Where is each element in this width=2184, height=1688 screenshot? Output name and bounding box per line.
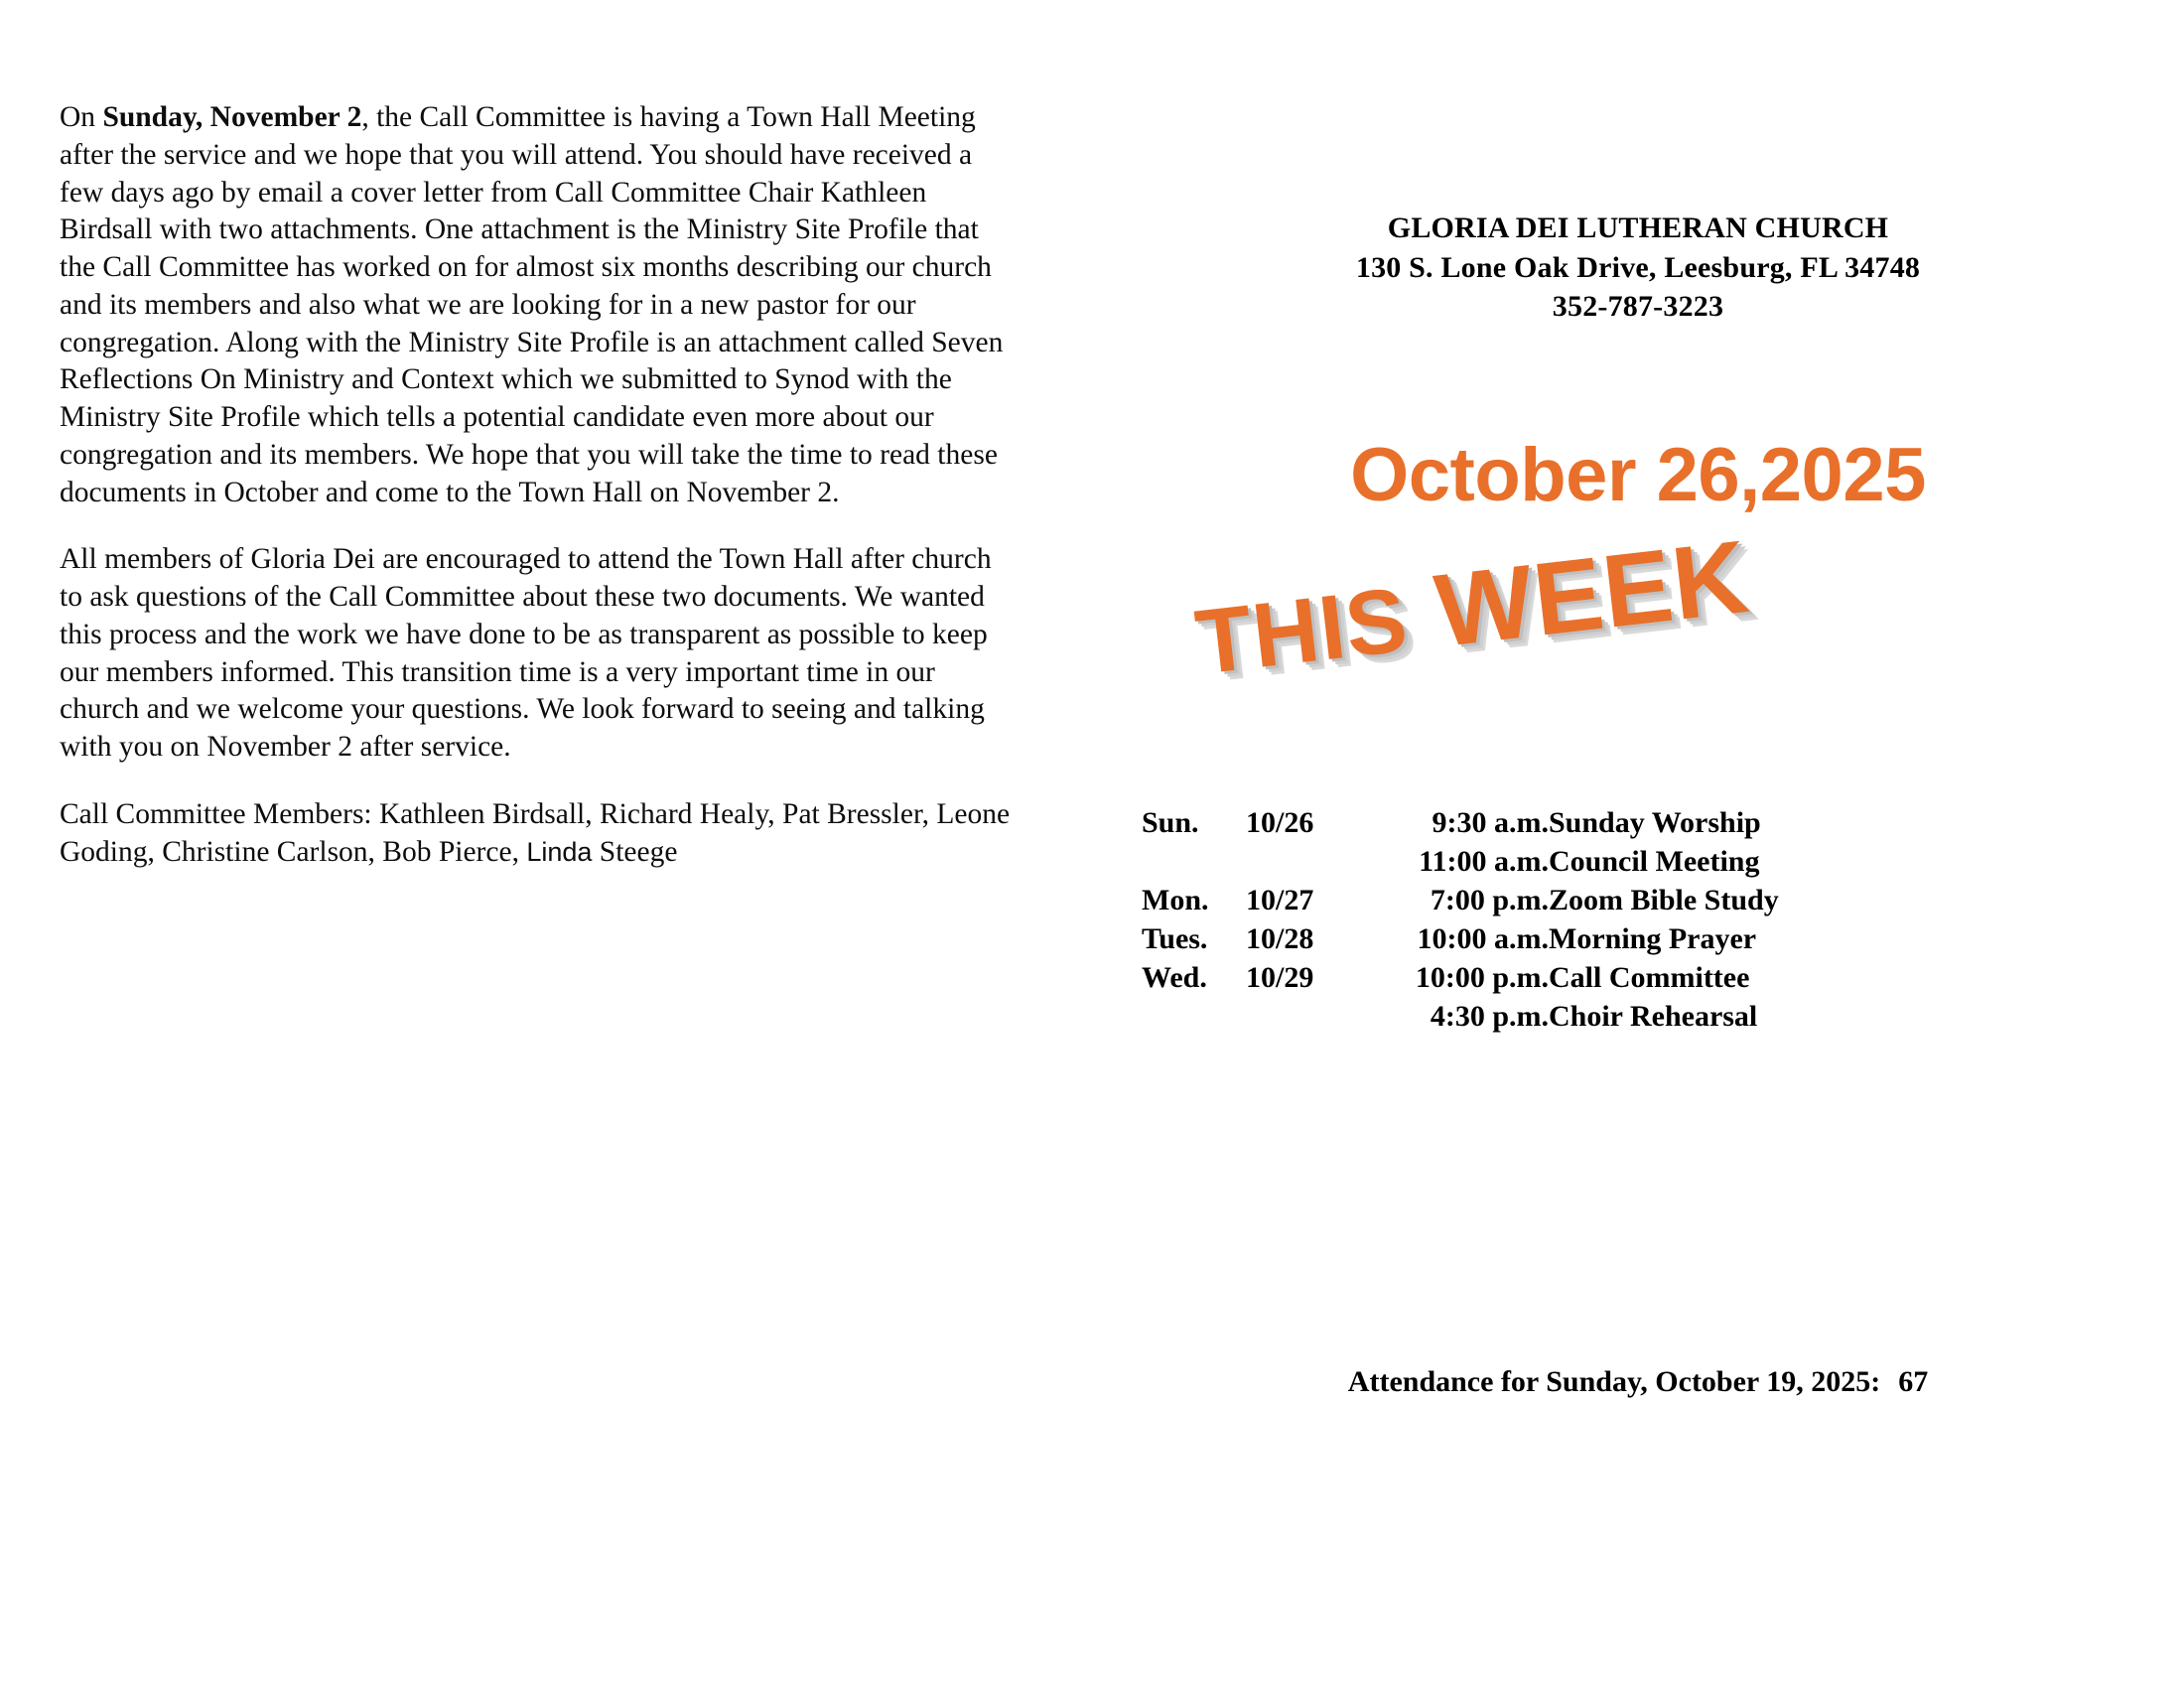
schedule-date bbox=[1246, 843, 1365, 882]
schedule-time: 11:00 a.m. bbox=[1419, 845, 1549, 878]
paragraph-call-committee-members bbox=[60, 796, 1013, 872]
schedule-event: Morning Prayer bbox=[1549, 922, 1757, 955]
wordart-word-this: THIS bbox=[1190, 569, 1414, 694]
church-header bbox=[1142, 209, 2134, 327]
issue-date: October 26,2025 bbox=[1350, 433, 1926, 517]
schedule-date: 10/27 bbox=[1246, 884, 1314, 916]
table-row bbox=[1142, 920, 2134, 959]
schedule-event: Sunday Worship bbox=[1549, 806, 1761, 839]
table-row bbox=[1142, 882, 2134, 920]
committee-members-tail: Steege bbox=[592, 835, 678, 868]
schedule-day: Sun. bbox=[1142, 806, 1199, 839]
schedule-date: 10/26 bbox=[1246, 806, 1314, 839]
schedule-day: Wed. bbox=[1142, 961, 1207, 994]
paragraph-town-hall-announcement bbox=[60, 99, 1013, 511]
attendance-line bbox=[1142, 1365, 2134, 1399]
schedule-event: Council Meeting bbox=[1549, 845, 1760, 878]
schedule-time: 7:00 p.m. bbox=[1430, 884, 1549, 916]
committee-members-label: Call Committee Members: Kathleen Birdsall, Richard Healy, Pat Bressler, Leone Goding, Christine Carlson, Bob Pierce, bbox=[60, 797, 1011, 868]
wordart-word-week: WEEK bbox=[1400, 519, 1755, 673]
this-week-wordart bbox=[1189, 518, 1754, 699]
schedule-day: Tues. bbox=[1142, 922, 1208, 955]
this-week-banner bbox=[1142, 519, 2134, 720]
table-row bbox=[1142, 959, 2134, 998]
attendance-count: 67 bbox=[1898, 1365, 1929, 1398]
church-phone: 352-787-3223 bbox=[1552, 290, 1724, 324]
schedule-time: 10:00 a.m. bbox=[1417, 922, 1549, 955]
schedule-date: 10/28 bbox=[1246, 922, 1314, 955]
table-row bbox=[1142, 843, 2134, 882]
schedule-day bbox=[1142, 998, 1246, 1037]
schedule-time: 9:30 a.m. bbox=[1432, 806, 1549, 839]
schedule-day bbox=[1142, 843, 1246, 882]
bold-date-emphasis: Sunday, November 2 bbox=[102, 101, 362, 133]
schedule-event: Choir Rehearsal bbox=[1549, 1000, 1758, 1033]
table-row bbox=[1142, 998, 2134, 1037]
paragraph-rest: , the Call Committee is having a Town Hall Meeting after the service and we hope that you will attend. You should have received a few days ago by email a cover letter from Call Committee Chair Kathleen Birdsall with two attachments. One attachment is the Ministry Site Profile that the Call Committee has worked on for almost six months describing our church and its members and also what we are looking for in a new pastor for our congregation. Along with the Ministry Site Profile is an attachment called Seven Reflections On Ministry and Context which we submitted to Synod with the Ministry Site Profile which tells a potential candidate even more about our congregation and its members. We hope that you will take the time to read these documents in October and come to the Town Hall on November 2. bbox=[60, 101, 1004, 508]
committee-member-highlight: Linda bbox=[526, 836, 593, 867]
schedule-time: 10:00 p.m. bbox=[1415, 961, 1549, 994]
schedule-event: Zoom Bible Study bbox=[1549, 884, 1779, 916]
schedule-time: 4:30 p.m. bbox=[1430, 1000, 1549, 1033]
paragraph-lead: On bbox=[60, 101, 103, 133]
schedule-event: Call Committee bbox=[1549, 961, 1750, 994]
weekly-schedule-table bbox=[1142, 804, 2134, 1037]
right-masthead-column bbox=[1142, 0, 2134, 1688]
paragraph-attendance-invitation: All members of Gloria Dei are encouraged to attend the Town Hall after church to ask questions of the Call Committee about these two documents. We wanted this process and the work we have done to be as transparent as possible to keep our members informed. This transition time is a very important time in our church and we welcome your questions. We look forward to seeing and talking with you on November 2 after service. bbox=[60, 543, 992, 763]
church-address: 130 S. Lone Oak Drive, Leesburg, FL 34748 bbox=[1355, 250, 1921, 284]
left-text-column bbox=[60, 99, 1013, 871]
schedule-day: Mon. bbox=[1142, 884, 1209, 916]
table-row bbox=[1142, 804, 2134, 843]
schedule-date: 10/29 bbox=[1246, 961, 1314, 994]
schedule-date bbox=[1246, 998, 1365, 1037]
church-name: GLORIA DEI LUTHERAN CHURCH bbox=[1387, 211, 1889, 244]
attendance-label: Attendance for Sunday, October 19, 2025: bbox=[1347, 1365, 1881, 1398]
